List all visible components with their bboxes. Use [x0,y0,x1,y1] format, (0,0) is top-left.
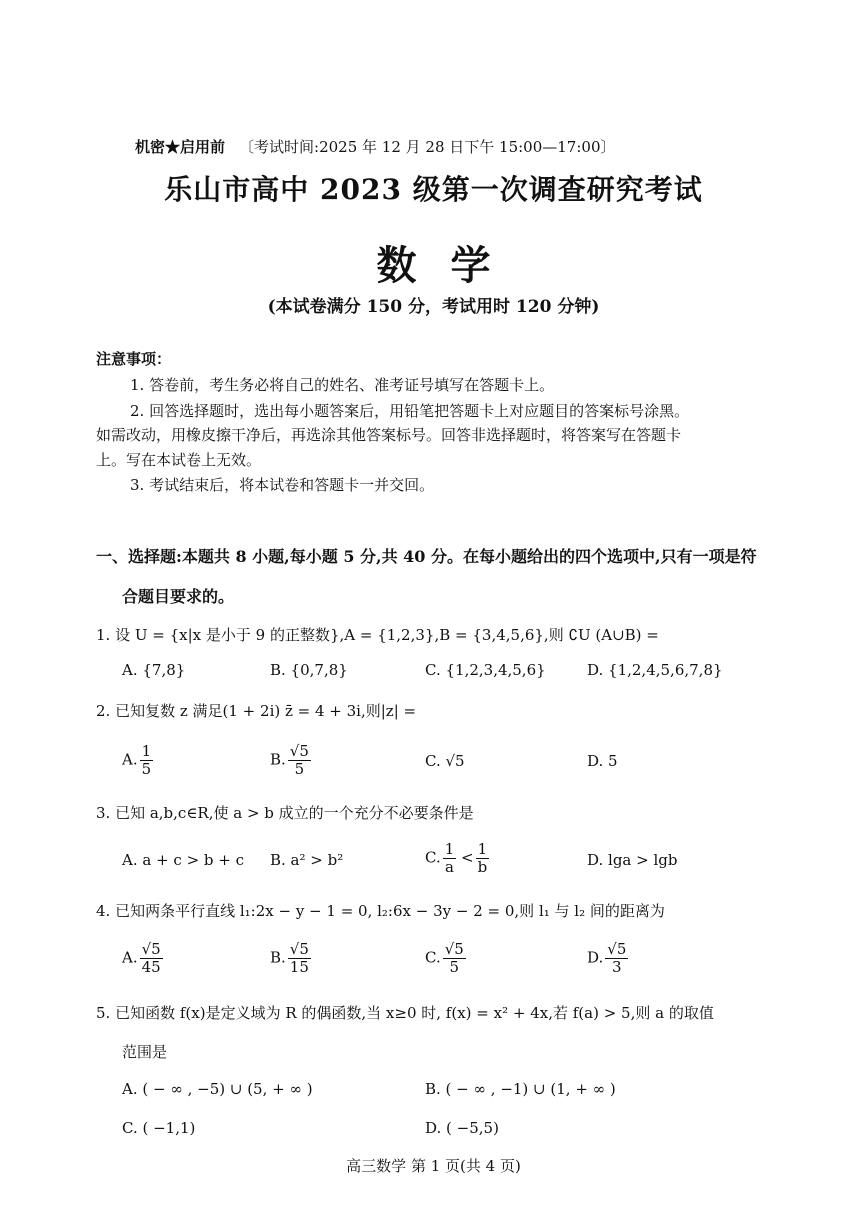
note-item-2-end: 上。写在本试卷上无效。 [96,451,262,469]
q5-option-a: A. ( − ∞ , −5) ∪ (5, + ∞ ) [122,1080,313,1098]
score-info: (本试卷满分 150 分，考试用时 120 分钟) [267,297,600,317]
q2-option-b [270,744,311,777]
q4-b-den: 15 [289,958,309,976]
q4-c-num: √5 [444,940,464,958]
exam-time: 〔考试时间:2025 年 12 月 28 日下午 15:00—17:00〕 [239,138,616,156]
question-3-stem: 3. 已知 a,b,c∈R,使 a > b 成立的一个充分不必要条件是 [96,804,474,822]
question-5-stem-cont: 范围是 [122,1043,168,1061]
q4-a-den: 45 [141,958,161,976]
q4-a-prefix: A. [122,948,138,967]
q2-a-prefix: A. [122,750,138,769]
q2-b-num: √5 [289,742,309,760]
q2-a-den: 5 [141,760,152,778]
confidential-line [135,136,615,157]
q3-c-lnum: 1 [444,840,455,858]
question-5-stem: 5. 已知函数 f(x)是定义域为 R 的偶函数,当 x≥0 时, f(x) = x² + 4x,若 f(a) > 5,则 a 的取值 [96,1004,714,1022]
q4-a-num: √5 [141,940,161,958]
q5-option-c: C. ( −1,1) [122,1119,196,1137]
q3-c-rden: b [477,858,488,876]
q3-option-d: D. lga > lgb [587,851,678,869]
q4-d-den: 3 [612,958,622,976]
q3-c-rnum: 1 [477,840,488,858]
q4-c-fraction [443,942,466,975]
q4-b-prefix: B. [270,948,286,967]
q2-option-d: D. 5 [587,752,618,770]
q3-option-c [425,842,489,875]
q2-b-fraction [288,744,311,777]
q4-option-d [587,942,628,975]
q3-c-prefix: C. [425,848,441,867]
q3-option-a: A. a + c > b + c [122,851,245,869]
page-footer: 高三数学 第 1 页(共 4 页) [346,1157,521,1175]
exam-title: 乐山市高中 2023 级第一次调查研究考试 [164,173,703,206]
q1-option-c: C. {1,2,3,4,5,6} [425,661,546,679]
q2-a-fraction [140,744,154,777]
q4-d-prefix: D. [587,948,604,967]
q4-a-fraction [140,942,163,975]
confidential-label: 机密★启用前 [135,138,226,156]
q1-option-d: D. {1,2,4,5,6,7,8} [587,661,723,679]
q3-c-right-fraction [476,842,490,875]
subject-title: 数学 [376,242,525,289]
q1-option-b: B. {0,7,8} [270,661,348,679]
note-item-3: 3. 考试结束后，将本试卷和答题卡一并交回。 [130,476,435,494]
q5-option-d: D. ( −5,5) [425,1119,499,1137]
q3-option-b: B. a² > b² [270,851,344,869]
note-item-2: 2. 回答选择题时，选出每小题答案后，用铅笔把答题卡上对应题目的答案标号涂黑。 [130,402,690,420]
q3-c-lden: a [445,858,454,876]
note-item-2-cont: 如需改动，用橡皮擦干净后，再选涂其他答案标号。回答非选择题时，将答案写在答题卡 [96,426,682,444]
q4-option-a [122,942,163,975]
section-heading: 一、选择题:本题共 8 小题,每小题 5 分,共 40 分。在每小题给出的四个选项中,只有一项是符 [96,547,757,566]
q5-option-b: B. ( − ∞ , −1) ∪ (1, + ∞ ) [425,1080,616,1098]
q4-d-fraction [605,942,628,975]
q2-option-a [122,744,153,777]
question-2-stem: 2. 已知复数 z 满足(1 + 2i) z̄ = 4 + 3i,则|z| = [96,702,417,720]
q4-d-num: √5 [607,940,627,958]
q4-c-den: 5 [449,958,460,976]
q2-option-c: C. √5 [425,752,465,770]
q2-a-num: 1 [141,742,152,760]
q4-c-prefix: C. [425,948,441,967]
q3-c-left-fraction [443,842,457,875]
question-4-stem: 4. 已知两条平行直线 l₁:2x − y − 1 = 0, l₂:6x − 3y − 2 = 0,则 l₁ 与 l₂ 间的距离为 [96,902,665,920]
question-1-stem: 1. 设 U = {x|x 是小于 9 的正整数},A = {1,2,3},B = {3,4,5,6},则 ∁U (A∪B) = [96,626,659,644]
q3-c-op: < [461,848,474,867]
q4-b-num: √5 [289,940,309,958]
q2-b-prefix: B. [270,750,286,769]
q4-option-b [270,942,311,975]
section-heading-cont: 合题目要求的。 [122,587,235,606]
note-item-1: 1. 答卷前，考生务必将自己的姓名、准考证号填写在答题卡上。 [130,376,555,394]
q4-b-fraction [288,942,311,975]
notes-heading: 注意事项： [96,350,172,368]
q1-option-a: A. {7,8} [122,661,186,679]
q2-b-den: 5 [294,760,305,778]
q4-option-c [425,942,466,975]
